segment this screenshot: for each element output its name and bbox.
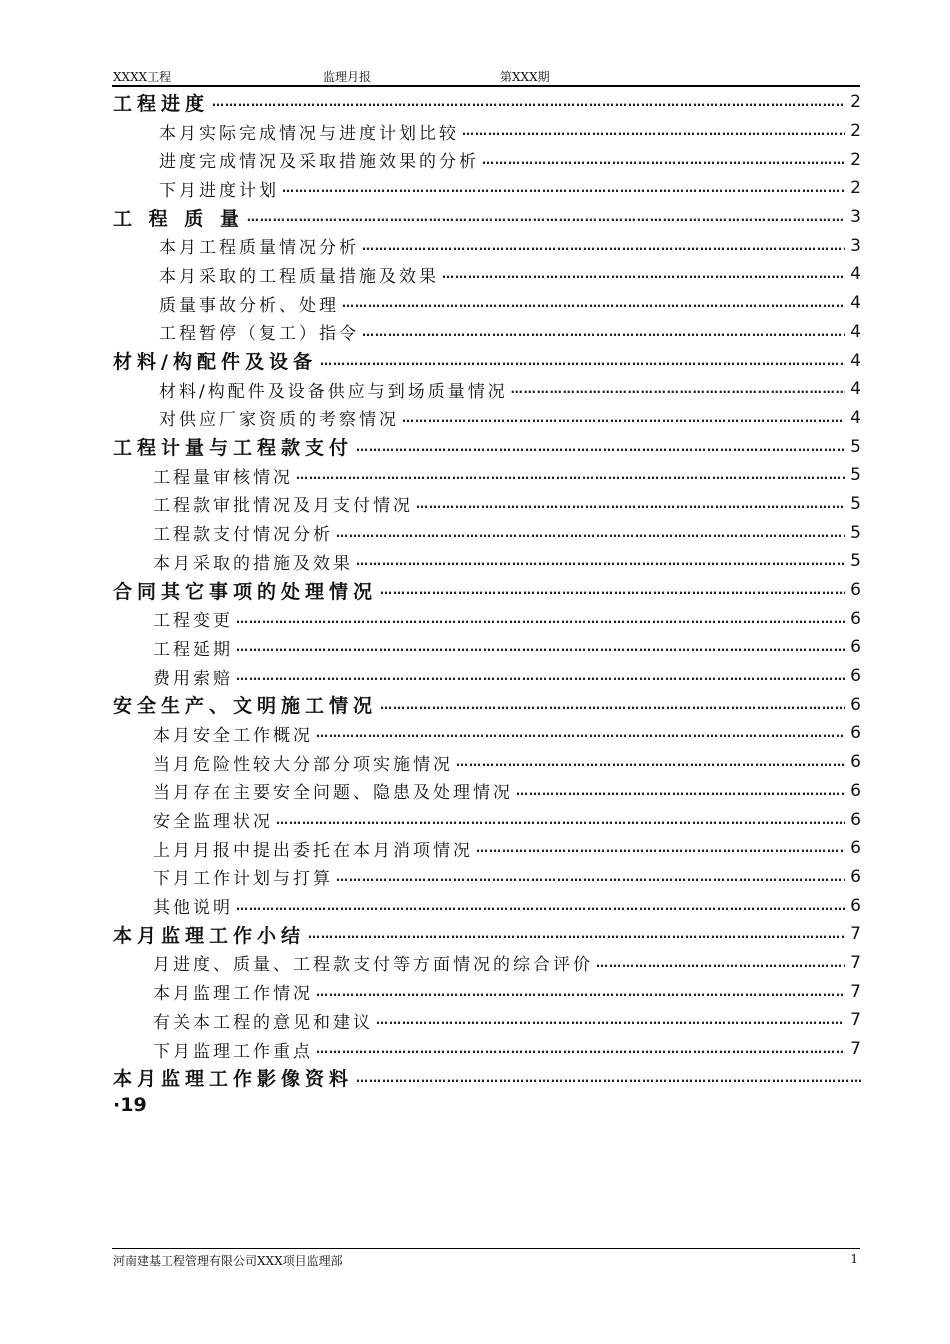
- toc-section[interactable]: [113, 289, 861, 318]
- toc-page-number: 6: [850, 666, 861, 687]
- toc-page-number: 4: [850, 293, 861, 314]
- toc-title: 工程暂停（复工）指令: [159, 324, 359, 345]
- toc-leader: [308, 927, 845, 941]
- toc-wrapped-page-number: ·19: [113, 1094, 147, 1117]
- toc-page-number: 4: [850, 350, 861, 371]
- toc-section[interactable]: [113, 174, 861, 203]
- toc-leader: [362, 239, 845, 253]
- toc-page-number: 5: [850, 551, 861, 572]
- toc-section[interactable]: [113, 318, 861, 347]
- toc-section[interactable]: [113, 633, 861, 662]
- toc-section[interactable]: [113, 1006, 861, 1035]
- toc-page-number: 3: [850, 207, 861, 228]
- toc-page-number: 6: [850, 580, 861, 601]
- toc-chapter[interactable]: [113, 1063, 861, 1092]
- toc-section[interactable]: [113, 260, 861, 289]
- toc-leader: [316, 726, 845, 740]
- toc-leader: [236, 899, 845, 913]
- page-footer: [113, 1252, 858, 1268]
- toc-page-number: 3: [850, 235, 861, 256]
- toc-leader: [380, 583, 845, 597]
- toc-leader: [416, 497, 845, 511]
- toc-title: 工程进度: [113, 92, 210, 115]
- toc-page-number: 7: [850, 924, 861, 945]
- header-project: XXXX工程: [113, 70, 172, 84]
- toc-title: 当月危险性较大分部分项实施情况: [153, 754, 453, 775]
- toc-leader: [276, 813, 845, 827]
- toc-chapter[interactable]: [113, 690, 861, 719]
- toc-title: 材料/构配件及设备供应与到场质量情况: [159, 381, 508, 402]
- toc-leader: [442, 267, 845, 281]
- toc-leader: [336, 870, 845, 884]
- toc-section[interactable]: [113, 1035, 861, 1064]
- toc-leader: [316, 1042, 845, 1056]
- toc-leader: [456, 755, 845, 769]
- toc-title: 本月实际完成情况与进度计划比较: [159, 123, 459, 144]
- toc-page-number: 5: [850, 522, 861, 543]
- toc-title: 进度完成情况及采取措施效果的分析: [159, 152, 479, 173]
- toc-title: 安全监理状况: [153, 812, 273, 833]
- toc-chapter[interactable]: [113, 432, 861, 461]
- toc-section[interactable]: [113, 805, 861, 834]
- toc-title: 本月安全工作概况: [153, 725, 313, 746]
- toc-title: 上月月报中提出委托在本月消项情况: [153, 840, 473, 861]
- toc-page-number: 6: [850, 723, 861, 744]
- toc-leader: [376, 1013, 845, 1027]
- toc-page-number: 6: [850, 838, 861, 859]
- toc-section[interactable]: [113, 145, 861, 174]
- page-header: [113, 68, 858, 86]
- toc-chapter[interactable]: [113, 88, 861, 117]
- toc-page-number: 2: [850, 178, 861, 199]
- toc-page-number: 6: [850, 608, 861, 629]
- footer-page-number: 1: [850, 1252, 858, 1266]
- toc-page-number: 6: [850, 780, 861, 801]
- toc-page-number: 2: [850, 149, 861, 170]
- toc-section[interactable]: [113, 404, 861, 433]
- table-of-contents: [113, 88, 861, 1118]
- toc-page-number: 6: [850, 809, 861, 830]
- toc-leader: [482, 153, 845, 167]
- toc-title: 质量事故分析、处理: [159, 295, 339, 316]
- toc-page-number: 4: [850, 321, 861, 342]
- footer-company: 河南建基工程管理有限公司XXX项目监理部: [113, 1254, 343, 1268]
- toc-page-number: 2: [850, 121, 861, 142]
- toc-page-number: 4: [850, 264, 861, 285]
- toc-leader: [516, 784, 845, 798]
- toc-page-number: 5: [850, 465, 861, 486]
- toc-leader: [402, 411, 845, 425]
- header-doc-type: 监理月报: [323, 70, 372, 84]
- toc-section[interactable]: [113, 719, 861, 748]
- toc-title: 其他说明: [153, 898, 233, 919]
- toc-title: 工 程 质 量: [113, 207, 244, 230]
- toc-section[interactable]: [113, 547, 861, 576]
- toc-title: 月进度、质量、工程款支付等方面情况的综合评价: [153, 955, 593, 976]
- toc-leader: [282, 181, 845, 195]
- toc-leader: [316, 985, 845, 999]
- toc-section[interactable]: [113, 834, 861, 863]
- toc-leader: [212, 95, 845, 109]
- toc-leader: [380, 698, 845, 712]
- toc-section[interactable]: [113, 977, 861, 1006]
- toc-leader: [462, 124, 845, 138]
- toc-leader: [596, 956, 845, 970]
- toc-section[interactable]: [113, 604, 861, 633]
- toc-section[interactable]: [113, 117, 861, 146]
- toc-page-number: 6: [850, 694, 861, 715]
- toc-chapter[interactable]: [113, 203, 861, 232]
- footer-rule: [112, 1248, 860, 1249]
- toc-page-number: 5: [850, 493, 861, 514]
- toc-leader: [236, 640, 845, 654]
- toc-leader: [511, 382, 845, 396]
- toc-title: 有关本工程的意见和建议: [153, 1012, 373, 1033]
- toc-page-number: 4: [850, 379, 861, 400]
- toc-title: 本月监理工作小结: [113, 924, 306, 947]
- toc-title: 本月监理工作影像资料: [113, 1068, 354, 1091]
- toc-chapter[interactable]: [113, 920, 861, 949]
- toc-section[interactable]: [113, 231, 861, 260]
- toc-title: 工程变更: [153, 611, 233, 632]
- toc-leader: [476, 841, 845, 855]
- toc-page-number: 6: [850, 895, 861, 916]
- toc-page-number: 6: [850, 637, 861, 658]
- toc-section[interactable]: [113, 891, 861, 920]
- toc-title: 工程款审批情况及月支付情况: [153, 496, 413, 517]
- toc-title: 下月进度计划: [159, 180, 279, 201]
- toc-section[interactable]: [113, 518, 861, 547]
- toc-leader: [236, 669, 845, 683]
- toc-title: 下月监理工作重点: [153, 1041, 313, 1062]
- toc-title: 对供应厂家资质的考察情况: [159, 410, 399, 431]
- toc-section[interactable]: [113, 461, 861, 490]
- toc-page-number: 6: [850, 752, 861, 773]
- toc-title: 费用索赔: [153, 668, 233, 689]
- toc-chapter[interactable]: [113, 346, 861, 375]
- toc-title: 安全生产、文明施工情况: [113, 695, 378, 718]
- toc-page-number: 4: [850, 407, 861, 428]
- toc-title: 本月工程质量情况分析: [159, 238, 359, 259]
- toc-leader: [356, 554, 845, 568]
- toc-leader: [296, 468, 845, 482]
- toc-page-number: 6: [850, 866, 861, 887]
- toc-title: 合同其它事项的处理情况: [113, 580, 378, 603]
- toc-section[interactable]: [113, 662, 861, 691]
- toc-page-number: 2: [850, 92, 861, 113]
- toc-title: 本月采取的工程质量措施及效果: [159, 266, 439, 287]
- toc-leader: [362, 325, 845, 339]
- header-rule: [112, 85, 860, 87]
- toc-page-number: 7: [850, 1010, 861, 1031]
- toc-section[interactable]: [113, 863, 861, 892]
- toc-title: 当月存在主要安全问题、隐患及处理情况: [153, 783, 513, 804]
- toc-section[interactable]: [113, 748, 861, 777]
- header-issue: 第XXX期: [500, 70, 550, 84]
- toc-page-number: 7: [850, 952, 861, 973]
- toc-section[interactable]: [113, 949, 861, 978]
- toc-title: 工程量审核情况: [153, 467, 293, 488]
- toc-leader: [336, 526, 845, 540]
- toc-page-number: 7: [850, 1039, 861, 1060]
- toc-page-number: 5: [850, 436, 861, 457]
- toc-section[interactable]: [113, 375, 861, 404]
- toc-leader: [236, 612, 845, 626]
- toc-section[interactable]: [113, 777, 861, 806]
- toc-title: 工程计量与工程款支付: [113, 437, 354, 460]
- toc-leader: [356, 440, 845, 454]
- toc-leader: [247, 210, 845, 224]
- toc-title: 工程款支付情况分析: [153, 525, 333, 546]
- toc-section[interactable]: [113, 490, 861, 519]
- toc-leader: [356, 1071, 861, 1085]
- toc-title: 材料/构配件及设备: [113, 351, 317, 374]
- toc-leader: [342, 296, 845, 310]
- toc-chapter[interactable]: [113, 576, 861, 605]
- toc-title: 工程延期: [153, 639, 233, 660]
- toc-title: 本月采取的措施及效果: [153, 553, 353, 574]
- toc-title: 下月工作计划与打算: [153, 869, 333, 890]
- toc-page-number: 7: [850, 981, 861, 1002]
- toc-title: 本月监理工作情况: [153, 984, 313, 1005]
- toc-leader: [320, 354, 845, 368]
